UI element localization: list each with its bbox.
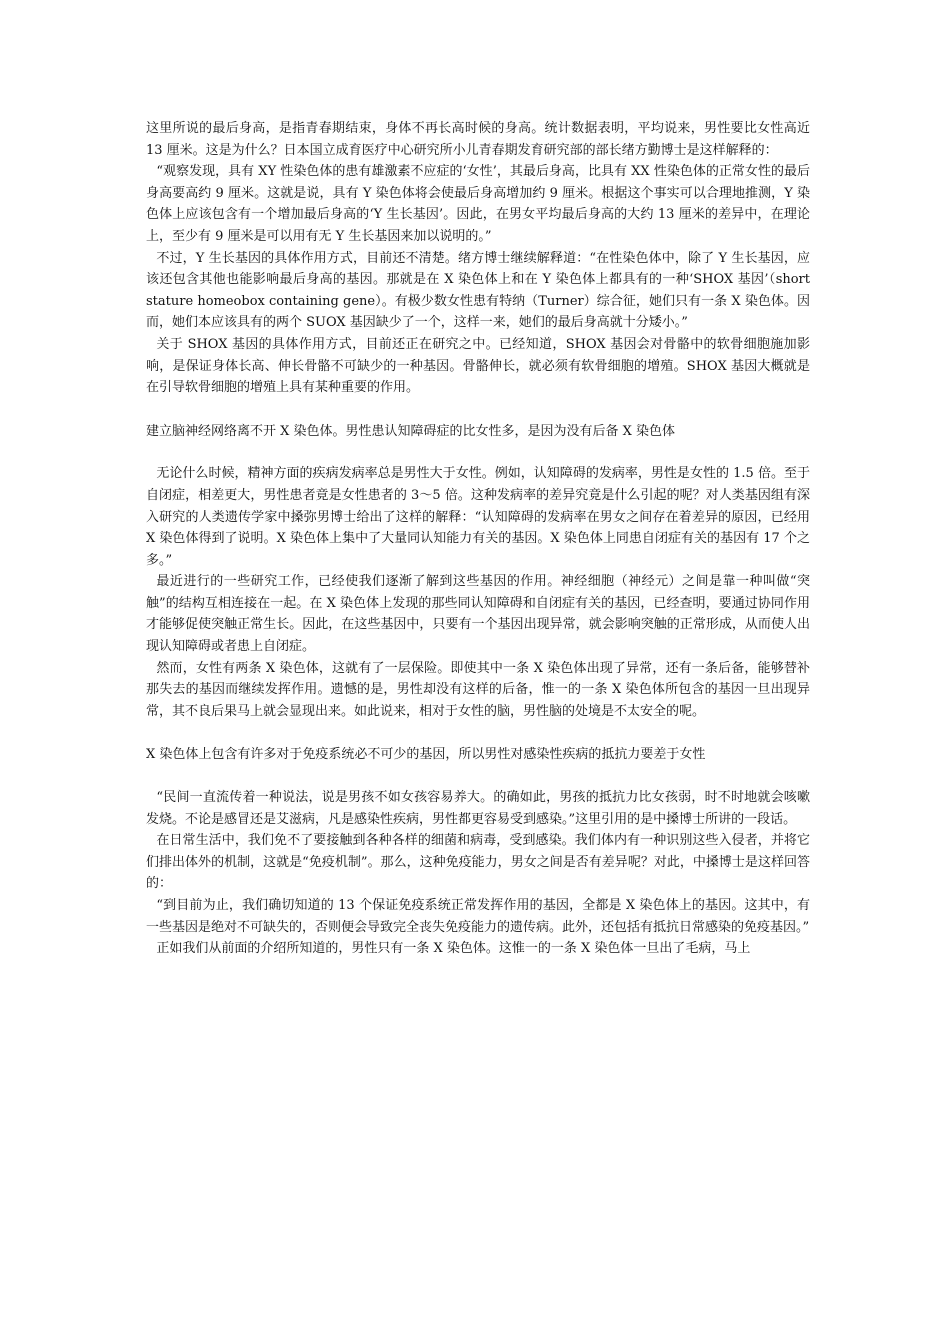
- document-page: [146, 118, 810, 960]
- section-heading: X 染色体上包含有许多对于免疫系统必不可少的基因，所以男性对感染性疾病的抵抗力要差于女性: [146, 747, 706, 763]
- paragraph: “到目前为止，我们确切知道的 13 个保证免疫系统正常发挥作用的基因，全都是 X 染色体上的基因。这其中，有一些基因是绝对不可缺失的，否则便会导致完全丧失免疫能力的遗传病。此外，还包括有抵抗日常感染的免疫基因。”: [146, 898, 810, 935]
- paragraph: 不过，Y 生长基因的具体作用方式，目前还不清楚。绪方博士继续解释道：“在性染色体中，除了 Y 生长基因，应该还包含其他也能影响最后身高的基因。那就是在 X 染色体上和在 Y 染色体上都具有的一种‘SHOX 基因’（short stature homeobox containing gene）。有极少数女性患有特纳（Turner）综合征，她们只有一条 X 染色体。因而，她们本应该具有的两个 SUOX 基因缺少了一个，这样一来，她们的最后身高就十分矮小。”: [146, 250, 810, 331]
- paragraph: 关于 SHOX 基因的具体作用方式，目前还正在研究之中。已经知道，SHOX 基因会对骨骼中的软骨细胞施加影响，是保证身体长高、伸长骨骼不可缺少的一种基因。骨骼伸长，就必须有软骨细胞的增殖。SHOX 基因大概就是在引导软骨细胞的增殖上具有某种重要的作用。: [146, 336, 810, 396]
- paragraph: “民间一直流传着一种说法，说是男孩不如女孩容易养大。的确如此，男孩的抵抗力比女孩弱，时不时地就会咳嗽发烧。不论是感冒还是艾滋病，凡是感染性疾病，男性都更容易受到感染。”这里引用的是中搡博士所讲的一段话。: [146, 790, 810, 827]
- section-heading: 建立脑神经网络离不开 X 染色体。男性患认知障碍症的比女性多，是因为没有后备 X 染色体: [146, 423, 676, 439]
- paragraph: “观察发现，具有 XY 性染色体的患有雄激素不应症的‘女性’，其最后身高，比具有 XX 性染色体的正常女性的最后身高要高约 9 厘米。这就是说，具有 Y 染色体将会使最后身高增加约 9 厘米。根据这个事实可以合理地推测，Y 染色体上应该包含有一个增加最后身高的‘Y 生长基因’。因此，在男女平均最后身高的大约 13 厘米的差异中，在理论上，至少有 9 厘米是可以用有无 Y 生长基因来加以说明的。”: [146, 164, 810, 244]
- paragraph: 然而，女性有两条 X 染色体，这就有了一层保险。即使其中一条 X 染色体出现了异常，还有一条后备，能够替补那失去的基因而继续发挥作用。遗憾的是，男性却没有这样的后备，惟一的一条 X 染色体所包含的基因一旦出现异常，其不良后果马上就会显现出来。如此说来，相对于女性的脑，男性脑的处境是不太安全的呢。: [146, 660, 810, 719]
- paragraph: 无论什么时候，精神方面的疾病发病率总是男性大于女性。例如，认知障碍的发病率，男性是女性的 1.5 倍。至于自闭症，相差更大，男性患者竟是女性患者的 3～5 倍。这种发病率的差异究竟是什么引起的呢？对人类基因组有深入研究的人类遗传学家中搡弥男博士给出了这样的解释：“认知障碍的发病率在男女之间存在着差异的原因，已经用 X 染色体得到了说明。X 染色体上集中了大量同认知能力有关的基因。X 染色体上同患自闭症有关的基因有 17 个之多。”: [146, 466, 810, 568]
- paragraph: 最近进行的一些研究工作，已经使我们逐渐了解到这些基因的作用。神经细胞（神经元）之间是靠一种叫做“突触”的结构互相连接在一起。在 X 染色体上发现的那些同认知障碍和自闭症有关的基因，已经查明，要通过协同作用才能够促使突触正常生长。因此，在这些基因中，只要有一个基因出现异常，就会影响突触的正常形成，从而使人出现认知障碍或者患上自闭症。: [146, 574, 810, 655]
- paragraph: 正如我们从前面的介绍所知道的，男性只有一条 X 染色体。这惟一的一条 X 染色体一旦出了毛病，马上: [156, 941, 751, 957]
- paragraph: 在日常生活中，我们免不了要接触到各种各样的细菌和病毒，受到感染。我们体内有一种识别这些入侵者，并将它们排出体外的机制，这就是“免疫机制”。那么，这种免疫能力，男女之间是否有差异呢？对此，中搡博士是这样回答的：: [146, 833, 810, 892]
- paragraph: 这里所说的最后身高，是指青春期结束，身体不再长高时候的身高。统计数据表明，平均说来，男性要比女性高近 13 厘米。这是为什么？日本国立成育医疗中心研究所小儿青春期发育研究部的部长绪方勤博士是这样解释的：: [146, 121, 810, 158]
